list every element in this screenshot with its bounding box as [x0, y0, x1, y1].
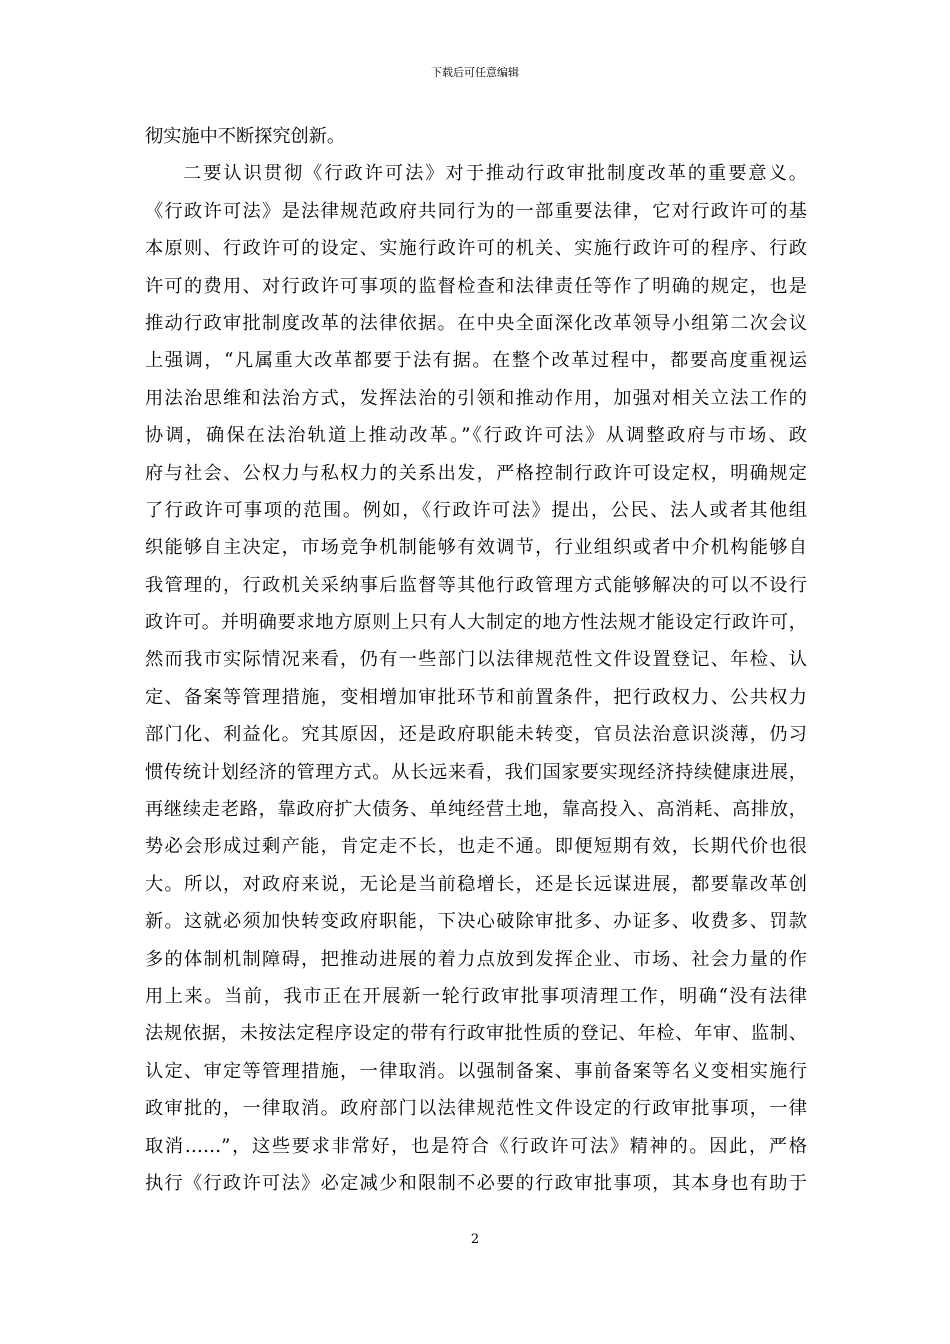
- text-line: 府与社会、公权力与私权力的关系出发，严格控制行政许可设定权，明确规定: [145, 462, 807, 484]
- text-line: 执行《行政许可法》必定减少和限制不必要的行政审批事项，其本身也有助于: [145, 1172, 807, 1194]
- text-line: 用上来。当前，我市正在开展新一轮行政审批事项清理工作，明确“没有法律: [145, 985, 807, 1007]
- text-line: 定、备案等管理措施，变相增加审批环节和前置条件，把行政权力、公共权力: [145, 686, 807, 708]
- text-line: 多的体制机制障碍，把推动进展的着力点放到发挥企业、市场、社会力量的作: [145, 948, 807, 970]
- text-line: 新。这就必须加快转变政府职能，下决心破除审批多、办证多、收费多、罚款: [145, 911, 807, 933]
- page-header: 下载后可任意编辑: [431, 66, 519, 79]
- text-line: 势必会形成过剩产能，肯定走不长，也走不通。即便短期有效，长期代价也很: [145, 836, 807, 858]
- text-line: 再继续走老路，靠政府扩大债务、单纯经营土地，靠高投入、高消耗、高排放，: [145, 799, 807, 821]
- text-line: 法规依据，未按法定程序设定的带有行政审批性质的登记、年检、年审、监制、: [145, 1023, 807, 1045]
- body-text: [145, 118, 807, 1202]
- text-line: 许可的费用、对行政许可事项的监督检查和法律责任等作了明确的规定，也是: [145, 275, 807, 297]
- text-line: 我管理的，行政机关采纳事后监督等其他行政管理方式能够解决的可以不设行: [145, 574, 807, 596]
- text-line: 取消……”，这些要求非常好，也是符合《行政许可法》精神的。因此，严格: [145, 1135, 807, 1157]
- text-line: 上强调，“凡属重大改革都要于法有据。在整个改革过程中，都要高度重视运: [145, 350, 807, 372]
- page-number: 2: [470, 1232, 480, 1247]
- text-line: 了行政许可事项的范围。例如，《行政许可法》提出，公民、法人或者其他组: [145, 499, 807, 521]
- text-line: 认定、审定等管理措施，一律取消。以强制备案、事前备案等名义变相实施行: [145, 1060, 807, 1082]
- text-line: 然而我市实际情况来看，仍有一些部门以法律规范性文件设置登记、年检、认: [145, 649, 807, 671]
- text-line: 用法治思维和法治方式，发挥法治的引领和推动作用，加强对相关立法工作的: [145, 387, 807, 409]
- text-line: 本原则、行政许可的设定、实施行政许可的机关、实施行政许可的程序、行政: [145, 238, 807, 260]
- text-line: 《行政许可法》是法律规范政府共同行为的一部重要法律，它对行政许可的基: [145, 200, 807, 222]
- text-line: 彻实施中不断探究创新。: [145, 126, 346, 147]
- text-line: 大。所以，对政府来说，无论是当前稳增长，还是长远谋进展，都要靠改革创: [145, 873, 807, 895]
- text-line: 政审批的，一律取消。政府部门以法律规范性文件设定的行政审批事项，一律: [145, 1098, 807, 1120]
- text-line: 惯传统计划经济的管理方式。从长远来看，我们国家要实现经济持续健康进展，: [145, 761, 807, 783]
- text-line: 部门化、利益化。究其原因，还是政府职能未转变，官员法治意识淡薄，仍习: [145, 724, 807, 746]
- text-line: 政许可。并明确要求地方原则上只有人大制定的地方性法规才能设定行政许可，: [145, 612, 807, 634]
- text-line: 推动行政审批制度改革的法律依据。在中央全面深化改革领导小组第二次会议: [145, 312, 807, 334]
- text-line: 二要认识贯彻《行政许可法》对于推动行政审批制度改革的重要意义。: [183, 163, 807, 185]
- text-line: 织能够自主决定，市场竞争机制能够有效调节，行业组织或者中介机构能够自: [145, 537, 807, 559]
- text-line: 协调，确保在法治轨道上推动改革。”《行政许可法》从调整政府与市场、政: [145, 425, 807, 447]
